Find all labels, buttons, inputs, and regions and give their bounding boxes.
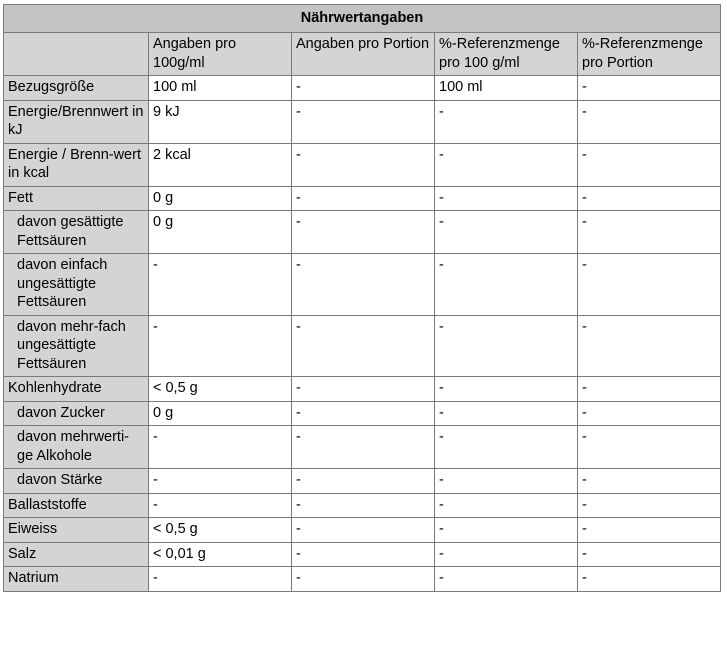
table-cell: - (149, 254, 292, 316)
table-cell: - (435, 254, 578, 316)
table-row (4, 469, 721, 494)
table-cell: 9 kJ (149, 100, 292, 143)
table-cell: - (292, 211, 435, 254)
table-cell: - (149, 426, 292, 469)
table-cell: - (292, 377, 435, 402)
table-cell: < 0,5 g (149, 518, 292, 543)
table-cell: - (149, 567, 292, 592)
table-row (4, 426, 721, 469)
table-cell: - (435, 426, 578, 469)
table-cell: 0 g (149, 211, 292, 254)
row-label: Natrium (4, 567, 149, 592)
table-row (4, 493, 721, 518)
table-body (4, 76, 721, 592)
table-row (4, 100, 721, 143)
table-row (4, 143, 721, 186)
row-label: davon Stärke (4, 469, 149, 494)
column-header-per-portion: Angaben pro Portion (292, 33, 435, 76)
table-cell: - (578, 254, 721, 316)
row-label: Eiweiss (4, 518, 149, 543)
row-label: davon einfach ungesättigte Fettsäuren (4, 254, 149, 316)
table-cell: - (578, 401, 721, 426)
table-cell: - (149, 493, 292, 518)
table-cell: - (578, 426, 721, 469)
table-cell: < 0,5 g (149, 377, 292, 402)
table-cell: - (578, 542, 721, 567)
table-cell: - (435, 493, 578, 518)
table-cell: 0 g (149, 401, 292, 426)
table-cell: - (435, 377, 578, 402)
table-row (4, 377, 721, 402)
row-label: davon Zucker (4, 401, 149, 426)
table-cell: - (292, 542, 435, 567)
row-label: Kohlenhydrate (4, 377, 149, 402)
table-cell: - (292, 518, 435, 543)
table-cell: - (292, 567, 435, 592)
table-cell: - (292, 143, 435, 186)
row-label: Bezugsgröße (4, 76, 149, 101)
table-cell: - (578, 493, 721, 518)
table-cell: - (578, 469, 721, 494)
row-label: Energie/Brennwert in kJ (4, 100, 149, 143)
table-cell: - (435, 542, 578, 567)
table-cell: - (435, 469, 578, 494)
table-cell: - (578, 143, 721, 186)
table-cell: - (292, 186, 435, 211)
table-cell: < 0,01 g (149, 542, 292, 567)
table-cell: - (578, 186, 721, 211)
table-row (4, 186, 721, 211)
nutrition-table (3, 4, 721, 592)
table-cell: - (578, 315, 721, 377)
table-cell: - (292, 401, 435, 426)
table-cell: - (292, 315, 435, 377)
table-cell: - (435, 100, 578, 143)
table-cell: - (435, 401, 578, 426)
table-cell: - (578, 100, 721, 143)
row-label: Ballaststoffe (4, 493, 149, 518)
table-cell: 0 g (149, 186, 292, 211)
table-cell: - (435, 211, 578, 254)
table-title-row (4, 5, 721, 33)
column-header-per-100: Angaben pro 100g/ml (149, 33, 292, 76)
table-row (4, 518, 721, 543)
table-row (4, 401, 721, 426)
column-header-ri-per-100: %-Referenzmenge pro 100 g/ml (435, 33, 578, 76)
table-cell: 2 kcal (149, 143, 292, 186)
table-cell: - (578, 76, 721, 101)
row-label: davon mehr-fach ungesättigte Fettsäuren (4, 315, 149, 377)
table-header-row (4, 33, 721, 76)
column-header-ri-per-portion: %-Referenzmenge pro Portion (578, 33, 721, 76)
table-cell: 100 ml (435, 76, 578, 101)
table-row (4, 315, 721, 377)
table-cell: - (435, 567, 578, 592)
row-label: davon gesättigte Fettsäuren (4, 211, 149, 254)
table-cell: - (435, 315, 578, 377)
table-row (4, 254, 721, 316)
table-row (4, 542, 721, 567)
table-cell: - (435, 186, 578, 211)
table-cell: - (578, 377, 721, 402)
table-cell: - (292, 100, 435, 143)
row-label: Energie / Brenn-wert in kcal (4, 143, 149, 186)
table-cell: - (149, 315, 292, 377)
table-cell: - (578, 567, 721, 592)
table-cell: - (292, 76, 435, 101)
table-row (4, 567, 721, 592)
table-cell: - (435, 143, 578, 186)
table-cell: - (149, 469, 292, 494)
row-label: Fett (4, 186, 149, 211)
table-cell: - (578, 211, 721, 254)
row-label: Salz (4, 542, 149, 567)
table-cell: - (292, 254, 435, 316)
table-title: Nährwertangaben (4, 5, 721, 33)
table-cell: - (292, 493, 435, 518)
table-row (4, 76, 721, 101)
column-header-empty (4, 33, 149, 76)
table-cell: - (578, 518, 721, 543)
table-cell: 100 ml (149, 76, 292, 101)
table-cell: - (292, 426, 435, 469)
table-cell: - (292, 469, 435, 494)
table-row (4, 211, 721, 254)
table-cell: - (435, 518, 578, 543)
row-label: davon mehrwerti-ge Alkohole (4, 426, 149, 469)
